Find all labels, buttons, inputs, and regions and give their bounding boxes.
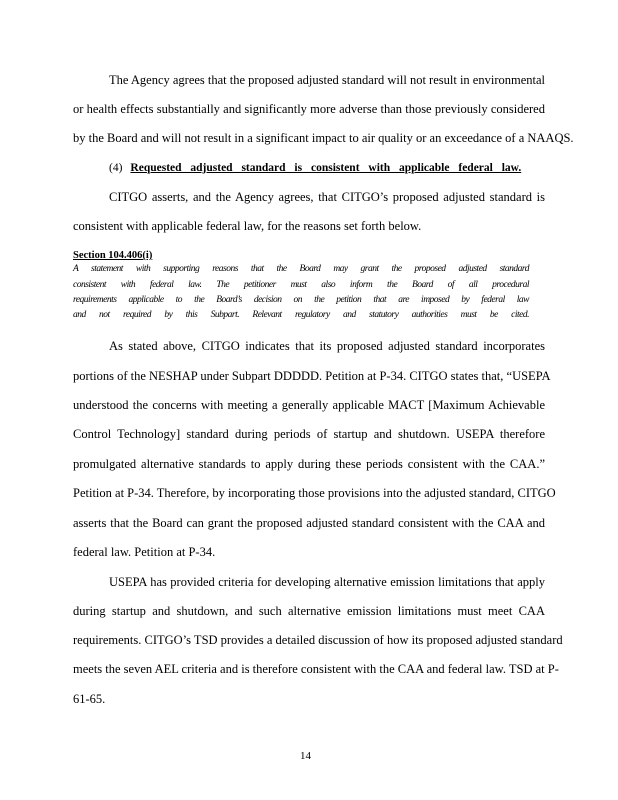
section-quote-line: and not required by this Subpart. Relevant regulatory and statutory authorities must be cited. <box>73 310 529 320</box>
section-quote-line: consistent with federal law. The petitioner must also inform the Board of all procedural <box>73 280 529 290</box>
heading-text: Requested adjusted standard is consistent with applicable federal law. <box>130 162 522 174</box>
paragraph-as-stated-line: asserts that the Board can grant the proposed adjusted standard consistent with the CAA and <box>73 516 545 530</box>
paragraph-as-stated-line: Control Technology] standard during periods of startup and shutdown. USEPA therefore <box>73 427 545 441</box>
paragraph-usepa-line: during startup and shutdown, and such alternative emission limitations must meet CAA <box>73 604 545 618</box>
paragraph-as-stated-line: portions of the NESHAP under Subpart DDDDD. Petition at P-34. CITGO states that, “USEPA <box>73 369 551 383</box>
paragraph-agency-line: or health effects substantially and significantly more adverse than those previously considered <box>73 102 545 116</box>
paragraph-as-stated-line: federal law. Petition at P-34. <box>73 545 216 559</box>
paragraph-as-stated-line: Petition at P-34. Therefore, by incorporating those provisions into the adjusted standard, CITGO <box>73 486 556 500</box>
paragraph-agency-line: by the Board and will not result in a significant impact to air quality or an exceedance of a NAAQS. <box>73 131 574 145</box>
paragraph-as-stated-line: As stated above, CITGO indicates that its proposed adjusted standard incorporates <box>109 339 545 353</box>
heading-number: (4) <box>109 162 123 174</box>
page-number: 14 <box>300 750 311 762</box>
paragraph-citgo-line: consistent with applicable federal law, for the reasons set forth below. <box>73 219 422 233</box>
paragraph-usepa-line: requirements. CITGO’s TSD provides a detailed discussion of how its proposed adjusted standard <box>73 633 563 647</box>
section-quote-line: requirements applicable to the Board’s decision on the petition that are imposed by federal law <box>73 295 529 305</box>
paragraph-as-stated-line: promulgated alternative standards to apply during these periods consistent with the CAA.” <box>73 457 545 471</box>
paragraph-usepa-line: USEPA has provided criteria for developing alternative emission limitations that apply <box>109 575 545 589</box>
section-quote-line: A statement with supporting reasons that the Board may grant the proposed adjusted standard <box>73 264 529 274</box>
paragraph-citgo-line: CITGO asserts, and the Agency agrees, that CITGO’s proposed adjusted standard is <box>109 190 545 204</box>
section-quote-title: Section 104.406(i) <box>73 250 153 261</box>
paragraph-as-stated-line: understood the concerns with meeting a generally applicable MACT [Maximum Achievable <box>73 398 545 412</box>
paragraph-usepa-line: 61-65. <box>73 692 106 706</box>
paragraph-agency-line: The Agency agrees that the proposed adjusted standard will not result in environmental <box>109 73 545 87</box>
section-heading-4 <box>109 161 521 175</box>
paragraph-usepa-line: meets the seven AEL criteria and is therefore consistent with the CAA and federal law. TSD at P- <box>73 662 559 676</box>
